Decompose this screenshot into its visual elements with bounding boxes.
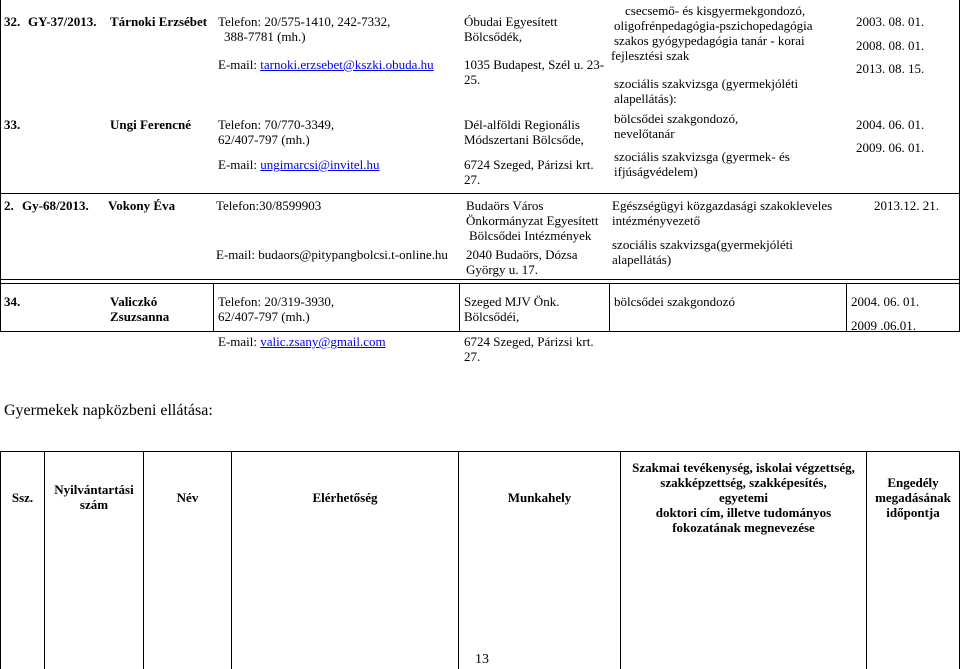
- email-label: E-mail:: [218, 157, 261, 172]
- permit-date: 2003. 08. 01.: [856, 14, 925, 29]
- permit-date: 2008. 08. 01.: [856, 38, 925, 53]
- address-block: [464, 57, 604, 87]
- qualification-block: [612, 237, 793, 267]
- entry-number: 32.: [4, 14, 21, 29]
- qualification-line: bölcsődei szakgondozó,: [614, 111, 739, 126]
- upper-table-border-bottom: [0, 331, 960, 332]
- header-permit-date: [867, 452, 959, 542]
- workplace-line: Budaörs Város: [466, 198, 544, 213]
- header-registration-number: [45, 452, 143, 542]
- email-label: E-mail: budaors@pitypangbolcsi.t-online.hu: [216, 247, 448, 262]
- header-line: szám: [79, 497, 109, 512]
- qualification-line: szakos gyógypedagógia tanár - korai: [614, 33, 805, 48]
- workplace-line: Önkormányzat Egyesített: [466, 213, 599, 228]
- workplace-block: [464, 117, 584, 147]
- upper-table-col-divider: [609, 283, 610, 331]
- upper-table-row-divider: [0, 279, 960, 280]
- workplace-line: Bölcsődei Intézmények: [469, 228, 592, 243]
- qualification-line: nevelőtanár: [614, 126, 675, 141]
- workplace-line: Bölcsődéi,: [464, 309, 520, 324]
- address-line: 1035 Budapest, Szél u. 23-: [464, 57, 605, 72]
- workplace-block: [464, 294, 559, 324]
- workplace-block: [464, 14, 558, 44]
- person-name-block: [110, 294, 169, 324]
- qualification-block: [614, 76, 798, 106]
- entry-number: 2.: [4, 198, 14, 213]
- upper-table-col-divider: [846, 283, 847, 331]
- registration-number: GY-37/2013.: [28, 14, 97, 29]
- upper-table-row-divider: [0, 193, 960, 194]
- address-block: [466, 247, 578, 277]
- email-block: [218, 157, 379, 172]
- qualification-line: szociális szakvizsga (gyermek- és: [614, 149, 790, 164]
- header-contact: Elérhetőség: [312, 489, 378, 505]
- workplace-line: Bölcsődék,: [464, 29, 523, 44]
- phone-block: [218, 117, 334, 147]
- workplace-line: Szeged MJV Önk.: [464, 294, 560, 309]
- email-link[interactable]: tarnoki.erzsebet@kszki.obuda.hu: [260, 57, 434, 72]
- header-line: doktori cím, illetve tudományos: [655, 504, 832, 520]
- header-line: Engedély: [887, 474, 939, 490]
- permit-date: 2004. 06. 01.: [856, 117, 925, 132]
- upper-table-col-divider: [459, 283, 460, 331]
- header-line: megadásának: [875, 489, 951, 505]
- registration-number: Gy-68/2013.: [22, 198, 89, 213]
- person-name: Zsuzsanna: [110, 309, 170, 324]
- entry-number: 34.: [4, 294, 21, 309]
- header-line: szakképzettség, szakképesítés,: [660, 474, 827, 490]
- phone-block: [218, 294, 334, 324]
- phone-line: Telefon: 70/770-3349,: [218, 117, 335, 132]
- person-name: Valiczkó: [110, 294, 158, 309]
- person-name: Vokony Éva: [108, 198, 176, 213]
- qualification-block: [612, 198, 832, 228]
- workplace-line: Módszertani Bölcsőde,: [464, 132, 584, 147]
- workplace-line: Óbudai Egyesített: [464, 14, 558, 29]
- phone-line: Telefon:30/8599903: [216, 198, 322, 213]
- permit-date: 2013. 08. 15.: [856, 61, 925, 76]
- header-line: fokozatának megnevezése: [672, 519, 815, 535]
- permit-date: 2004. 06. 01.: [851, 294, 920, 309]
- permit-date: 2009. 06. 01.: [856, 140, 925, 155]
- qualification-block: [611, 3, 813, 63]
- phone-line: 388-7781 (mh.): [224, 29, 306, 44]
- qualification-line: alapellátás):: [614, 91, 677, 106]
- header-ssz: Ssz.: [11, 489, 34, 505]
- header-line: Szakmai tevékenység, iskolai végzettség,: [632, 459, 855, 475]
- qualification-block: [614, 149, 790, 179]
- phone-line: Telefon: 20/319-3930,: [218, 294, 335, 309]
- permit-date: 2013.12. 21.: [874, 198, 939, 213]
- upper-table-border-left: [0, 0, 1, 331]
- person-name: Tárnoki Erzsébet: [110, 14, 208, 29]
- address-line: 25.: [464, 72, 481, 87]
- header-line: időpontja: [886, 504, 940, 520]
- qualification-line: bölcsődei szakgondozó: [614, 294, 735, 309]
- qualification-line: intézményvezető: [612, 213, 701, 228]
- email-link[interactable]: ungimarcsi@invitel.hu: [260, 157, 380, 172]
- qualification-line: oligofrénpedagógia-pszichopedagógia: [614, 18, 813, 33]
- address-block: [464, 334, 594, 364]
- qualification-line: alapellátás): [612, 252, 672, 267]
- email-block: [218, 334, 386, 349]
- phone-line: 62/407-797 (mh.): [218, 132, 310, 147]
- qualification-line: szociális szakvizsga(gyermekjóléti: [612, 237, 793, 252]
- email-block: [218, 57, 434, 72]
- qualification-line: csecsemő- és kisgyermekgondozó,: [625, 3, 806, 18]
- qualification-line: fejlesztési szak: [611, 48, 690, 63]
- address-line: 27.: [464, 349, 481, 364]
- header-workplace: Munkahely: [507, 489, 572, 505]
- header-line: Nyilvántartási: [54, 482, 134, 497]
- entry-number: 33.: [4, 117, 21, 132]
- address-line: 6724 Szeged, Párizsi krt.: [464, 334, 594, 349]
- permit-date: 2009 .06.01.: [851, 318, 916, 333]
- address-line: 27.: [464, 172, 481, 187]
- address-block: [464, 157, 594, 187]
- phone-line: 62/407-797 (mh.): [218, 309, 310, 324]
- address-line: 2040 Budaörs, Dózsa: [466, 247, 578, 262]
- upper-table-col-divider: [213, 283, 214, 331]
- person-name: Ungi Ferencné: [110, 117, 191, 132]
- phone-block: [218, 14, 390, 44]
- section-title: Gyermekek napközbeni ellátása:: [4, 402, 213, 419]
- upper-table-row-divider: [0, 283, 960, 284]
- qualification-line: Egészségügyi közgazdasági szakokleveles: [612, 198, 833, 213]
- header-qualification: [621, 452, 866, 542]
- address-line: 6724 Szeged, Párizsi krt.: [464, 157, 594, 172]
- page-number: 13: [475, 652, 489, 667]
- qualification-block: [614, 111, 738, 141]
- qualification-line: szociális szakvizsga (gyermekjóléti: [614, 76, 799, 91]
- header-line: egyetemi: [718, 489, 769, 505]
- email-label: E-mail:: [218, 57, 261, 72]
- workplace-block: [466, 198, 599, 243]
- email-label: E-mail:: [218, 334, 261, 349]
- qualification-line: ifjúságvédelem): [614, 164, 698, 179]
- header-name: Név: [176, 489, 199, 505]
- phone-line: Telefon: 20/575-1410, 242-7332,: [218, 14, 391, 29]
- email-link[interactable]: valic.zsany@gmail.com: [260, 334, 386, 349]
- address-line: György u. 17.: [466, 262, 538, 277]
- workplace-line: Dél-alföldi Regionális: [464, 117, 580, 132]
